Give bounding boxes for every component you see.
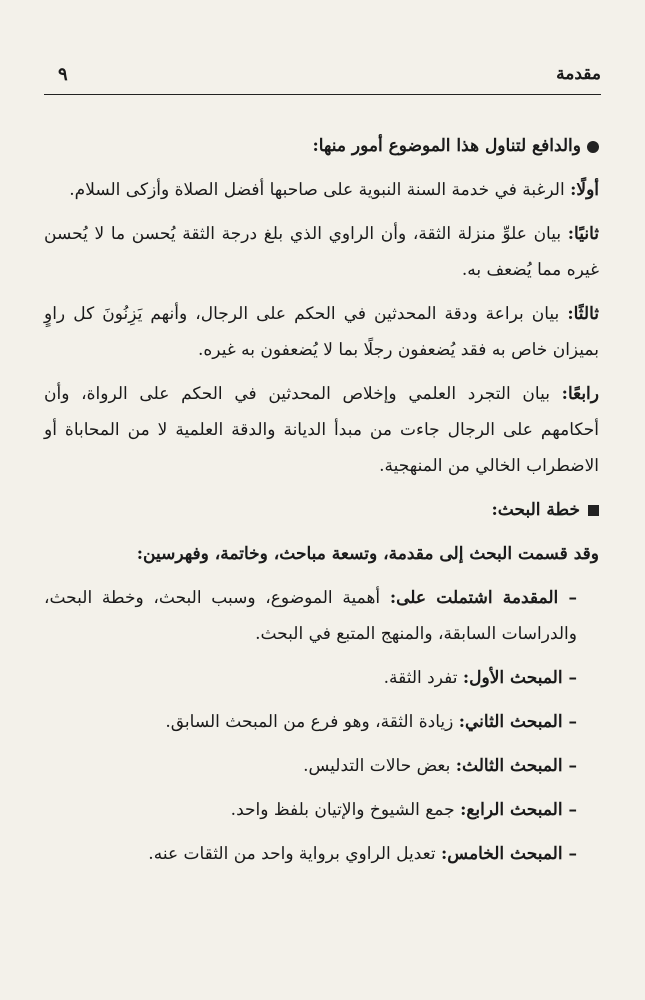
plan-item-text: بعض حالات التدليس. — [303, 756, 456, 776]
plan-item-text: تعديل الراوي برواية واحد من الثقات عنه. — [148, 844, 442, 864]
reason-label: ثانيًا: — [567, 224, 599, 244]
plan-item-label: – المبحث الأول: — [462, 668, 577, 688]
reason-text: بيان التجرد العلمي وإخلاص المحدثين في الحكم على الرواة، وأن أحكامهم على الرجال جاءت من مبدأ الديانة والدقة العلمية لا من المحاباة أو الاضطراب الخالي من المنهجية. — [44, 384, 599, 476]
plan-item-label: – المبحث الثاني: — [458, 712, 577, 732]
circle-bullet-icon — [587, 141, 599, 153]
plan-item-text: تفرد الثقة. — [383, 668, 463, 688]
plan-item-text: أهمية الموضوع، وسبب البحث، وخطة البحث، والدراسات السابقة، والمنهج المتبع في البحث. — [44, 588, 577, 644]
reason-text: بيان علوِّ منزلة الثقة، وأن الراوي الذي بلغ درجة الثقة يُحسن ما لا يُحسن غيره مما يُضعف به. — [44, 224, 599, 280]
plan-intro: وقد قسمت البحث إلى مقدمة، وتسعة مباحث، وخاتمة، وفهرسين: — [136, 544, 599, 564]
plan-item — [44, 792, 599, 828]
plan-item — [44, 660, 599, 696]
plan-item-label: – المبحث الثالث: — [455, 756, 577, 776]
plan-item — [44, 748, 599, 784]
reason-paragraph — [44, 216, 599, 288]
reason-label: أولًا: — [570, 180, 599, 200]
reason-text: الرغبة في خدمة السنة النبوية على صاحبها أفضل الصلاة وأزكى السلام. — [69, 180, 571, 200]
motive-heading: والدافع لتناول هذا الموضوع أمور منها: — [44, 128, 599, 164]
reason-paragraph — [44, 376, 599, 484]
page-body — [44, 128, 599, 880]
reason-paragraph — [44, 172, 599, 208]
square-bullet-icon — [588, 505, 599, 516]
plan-item — [44, 704, 599, 740]
plan-item-text: زيادة الثقة، وهو فرع من المبحث السابق. — [165, 712, 459, 732]
page-number: ٩ — [58, 64, 68, 85]
plan-item — [44, 580, 599, 652]
plan-item-label: – المبحث الرابع: — [460, 800, 577, 820]
plan-item-label: – المبحث الخامس: — [441, 844, 577, 864]
plan-item — [44, 836, 599, 872]
plan-heading: خطة البحث: — [44, 492, 599, 528]
reason-text: بيان براعة ودقة المحدثين في الحكم على الرجال، وأنهم يَزِنُونَ كل راوٍ بميزان خاص به فقد يُضعفون رجلًا بما لا يُضعفون به غيره. — [44, 304, 599, 360]
reason-label: رابعًا: — [561, 384, 599, 404]
page-header — [44, 60, 601, 95]
reason-label: ثالثًا: — [567, 304, 599, 324]
reason-paragraph — [44, 296, 599, 368]
running-title: مقدمة — [556, 64, 601, 84]
plan-item-label: – المقدمة اشتملت على: — [389, 588, 577, 608]
plan-item-text: جمع الشيوخ والإتيان بلفظ واحد. — [230, 800, 461, 820]
